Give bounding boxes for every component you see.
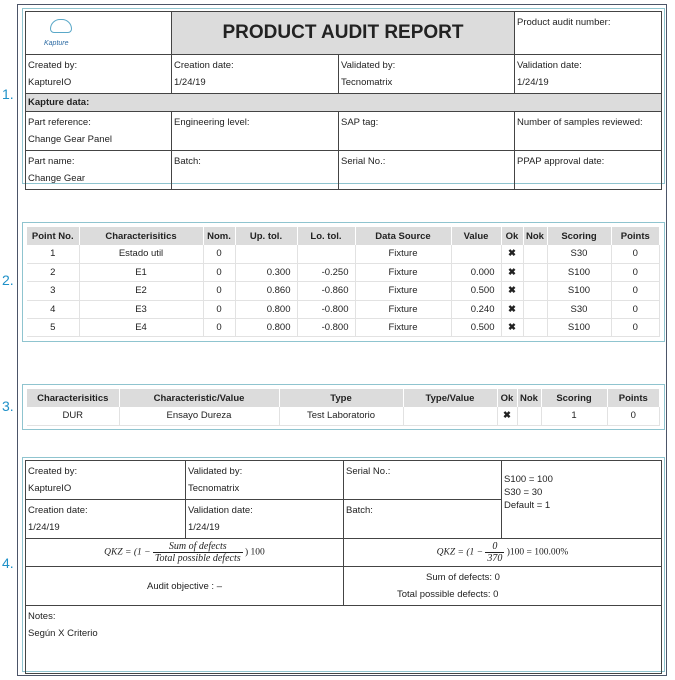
audit-number-cell xyxy=(515,12,662,55)
cell: 1 xyxy=(27,245,79,263)
section-number-4: 4. xyxy=(2,555,14,571)
table-row xyxy=(27,407,660,425)
cell: 0 xyxy=(611,282,660,300)
result-fraction xyxy=(485,541,504,564)
cell: 0.000 xyxy=(451,263,501,281)
ppap-label: PPAP approval date: xyxy=(517,156,605,167)
footer-batch-label: Batch: xyxy=(346,505,373,516)
validation-date-value: 1/24/19 xyxy=(517,77,549,88)
audit-objective-value: – xyxy=(216,580,222,592)
result-denominator: 370 xyxy=(487,553,503,564)
validation-date-label: Validation date: xyxy=(517,60,582,71)
cell xyxy=(403,407,497,425)
table-row xyxy=(27,319,660,337)
footer-validation-date-cell xyxy=(186,500,344,539)
samples-cell xyxy=(515,112,662,151)
creation-date-value: 1/24/19 xyxy=(174,77,206,88)
section-number-1: 1. xyxy=(2,86,14,102)
footer-serial-cell xyxy=(344,461,502,500)
cell xyxy=(523,245,547,263)
col-up-tol: Up. tol. xyxy=(235,227,297,245)
cell: 1 xyxy=(541,407,607,425)
cell: Fixture xyxy=(355,300,451,318)
col-data-source: Data Source xyxy=(355,227,451,245)
cloud-icon xyxy=(50,19,72,33)
cell: 3 xyxy=(27,282,79,300)
footer-created-by-cell xyxy=(26,461,186,500)
scoring-legend xyxy=(502,461,662,539)
footer-created-by-value: KaptureIO xyxy=(28,483,72,494)
col-ok: Ok xyxy=(501,227,523,245)
part-name-cell xyxy=(26,151,172,190)
cell: Fixture xyxy=(355,282,451,300)
footer-serial-label: Serial No.: xyxy=(346,466,391,477)
col-type: Type xyxy=(279,389,403,407)
points-header-row xyxy=(27,227,660,245)
footer-validated-by-label: Validated by: xyxy=(188,466,243,477)
notes-cell xyxy=(26,606,662,674)
cell: 0.300 xyxy=(235,263,297,281)
cell: 0 xyxy=(203,319,235,337)
kapture-logo xyxy=(44,17,78,45)
part-reference-label: Part reference: xyxy=(28,117,91,128)
sum-defects-label: Sum of defects: xyxy=(426,572,493,583)
col-characteristics: Characterisitics xyxy=(27,389,119,407)
footer-creation-date-cell xyxy=(26,500,186,539)
points-section xyxy=(22,222,665,342)
cell: 0.240 xyxy=(451,300,501,318)
formula-denominator: Total possible defects xyxy=(154,553,241,564)
audit-objective-label: Audit objective : xyxy=(146,580,215,592)
sum-defects-value: 0 xyxy=(494,572,500,583)
cell: Fixture xyxy=(355,245,451,263)
cell: S100 xyxy=(547,263,611,281)
serial-cell xyxy=(339,151,515,190)
cell: Fixture xyxy=(355,263,451,281)
cell: 0 xyxy=(611,300,660,318)
cell: -0.800 xyxy=(297,300,355,318)
creation-date-cell xyxy=(172,55,339,94)
footer-creation-date-value: 1/24/19 xyxy=(28,522,60,533)
footer-batch-cell xyxy=(344,500,502,539)
col-characteristic-value: Characteristic/Value xyxy=(119,389,279,407)
validated-by-value: Tecnomatrix xyxy=(341,77,393,88)
scoring-legend-s30: S30 = 30 xyxy=(504,487,543,498)
ok-mark-icon: ✖ xyxy=(501,300,523,318)
kapture-data-band: Kapture data: xyxy=(26,94,662,112)
cell: 0 xyxy=(203,282,235,300)
cell xyxy=(235,245,297,263)
cell xyxy=(523,300,547,318)
header-section xyxy=(22,8,665,184)
cell: 0 xyxy=(607,407,660,425)
col-nok: Nok xyxy=(523,227,547,245)
cell: E3 xyxy=(79,300,203,318)
footer-validation-date-label: Validation date: xyxy=(188,505,253,516)
footer-validation-date-value: 1/24/19 xyxy=(188,522,220,533)
col-value: Value xyxy=(451,227,501,245)
formula-rhs: ) 100 xyxy=(245,547,265,558)
cell: Fixture xyxy=(355,319,451,337)
scoring-legend-s100: S100 = 100 xyxy=(504,474,553,485)
part-name-label: Part name: xyxy=(28,156,75,167)
section-number-3: 3. xyxy=(2,398,14,414)
col-scoring: Scoring xyxy=(547,227,611,245)
cell: 0 xyxy=(611,319,660,337)
notes-label: Notes: xyxy=(28,611,56,622)
cell: Test Laboratorio xyxy=(279,407,403,425)
part-name-value: Change Gear xyxy=(28,173,86,184)
points-table xyxy=(27,227,660,337)
creation-date-label: Creation date: xyxy=(174,60,234,71)
footer-validated-by-cell xyxy=(186,461,344,500)
cell: E4 xyxy=(79,319,203,337)
ok-mark-icon: ✖ xyxy=(497,407,517,425)
header-table xyxy=(25,11,662,190)
formula-lhs: QKZ = (1 − xyxy=(104,547,151,558)
col-nom: Nom. xyxy=(203,227,235,245)
cell: 0.800 xyxy=(235,319,297,337)
cell: DUR xyxy=(27,407,119,425)
cell: E1 xyxy=(79,263,203,281)
result-numerator: 0 xyxy=(485,541,504,553)
summary-table xyxy=(25,460,662,674)
characteristics-header-row xyxy=(27,389,660,407)
defects-summary-cell xyxy=(344,567,662,606)
cell: S100 xyxy=(547,282,611,300)
logo-text: Kapture xyxy=(44,40,69,47)
cell: 2 xyxy=(27,263,79,281)
audit-number-label: Product audit number: xyxy=(517,17,611,28)
cell: 0 xyxy=(611,245,660,263)
samples-label: Number of samples reviewed: xyxy=(517,117,643,128)
validated-by-cell xyxy=(339,55,515,94)
footer-validated-by-value: Tecnomatrix xyxy=(188,483,240,494)
serial-label: Serial No.: xyxy=(341,156,386,167)
cell xyxy=(297,245,355,263)
part-reference-cell xyxy=(26,112,172,151)
ppap-cell xyxy=(515,151,662,190)
cell xyxy=(523,263,547,281)
total-defects-value: 0 xyxy=(493,589,499,600)
cell xyxy=(517,407,541,425)
cell: 0 xyxy=(203,263,235,281)
total-defects-label: Total possible defects: xyxy=(397,589,491,600)
engineering-level-cell xyxy=(172,112,339,151)
formula-numerator: Sum of defects xyxy=(153,541,243,553)
characteristics-table xyxy=(27,389,660,426)
engineering-level-label: Engineering level: xyxy=(174,117,250,128)
sap-tag-label: SAP tag: xyxy=(341,117,379,128)
cell: S30 xyxy=(547,300,611,318)
cell: 0.800 xyxy=(235,300,297,318)
cell: E2 xyxy=(79,282,203,300)
audit-objective-cell xyxy=(26,567,344,606)
qkz-formula xyxy=(26,539,344,567)
validation-date-cell xyxy=(515,55,662,94)
col-characteristics: Characterisitics xyxy=(79,227,203,245)
part-reference-value: Change Gear Panel xyxy=(28,134,112,145)
characteristics-section xyxy=(22,384,665,430)
created-by-value: KaptureIO xyxy=(28,77,72,88)
col-ok: Ok xyxy=(497,389,517,407)
col-point-no: Point No. xyxy=(27,227,79,245)
col-lo-tol: Lo. tol. xyxy=(297,227,355,245)
footer-created-by-label: Created by: xyxy=(28,466,78,477)
batch-label: Batch: xyxy=(174,156,201,167)
table-row xyxy=(27,282,660,300)
cell: Ensayo Dureza xyxy=(119,407,279,425)
col-type-value: Type/Value xyxy=(403,389,497,407)
notes-value: Según X Criterio xyxy=(28,628,98,639)
scoring-legend-default: Default = 1 xyxy=(504,500,551,511)
created-by-label: Created by: xyxy=(28,60,78,71)
table-row xyxy=(27,245,660,263)
summary-section xyxy=(22,457,665,672)
table-row xyxy=(27,263,660,281)
col-nok: Nok xyxy=(517,389,541,407)
cell xyxy=(523,319,547,337)
logo-cell xyxy=(26,12,172,55)
qkz-result xyxy=(344,539,662,567)
footer-creation-date-label: Creation date: xyxy=(28,505,88,516)
cell: S100 xyxy=(547,319,611,337)
cell: 0.860 xyxy=(235,282,297,300)
sap-tag-cell xyxy=(339,112,515,151)
cell: 0.500 xyxy=(451,319,501,337)
cell xyxy=(451,245,501,263)
ok-mark-icon: ✖ xyxy=(501,263,523,281)
cell: -0.250 xyxy=(297,263,355,281)
cell xyxy=(523,282,547,300)
batch-cell xyxy=(172,151,339,190)
cell: Estado util xyxy=(79,245,203,263)
table-row xyxy=(27,300,660,318)
ok-mark-icon: ✖ xyxy=(501,245,523,263)
cell: 4 xyxy=(27,300,79,318)
cell: -0.800 xyxy=(297,319,355,337)
created-by-cell xyxy=(26,55,172,94)
section-number-2: 2. xyxy=(2,272,14,288)
col-points: Points xyxy=(611,227,660,245)
ok-mark-icon: ✖ xyxy=(501,319,523,337)
cell: 0 xyxy=(611,263,660,281)
cell: 0 xyxy=(203,245,235,263)
cell: 5 xyxy=(27,319,79,337)
cell: 0 xyxy=(203,300,235,318)
ok-mark-icon: ✖ xyxy=(501,282,523,300)
result-lhs: QKZ = (1 − xyxy=(436,547,484,558)
result-rhs: )100 = 100.00% xyxy=(506,547,569,558)
sum-defects-line xyxy=(346,569,659,586)
formula-fraction xyxy=(153,541,243,564)
report-title: PRODUCT AUDIT REPORT xyxy=(172,12,515,55)
col-scoring: Scoring xyxy=(541,389,607,407)
cell: 0.500 xyxy=(451,282,501,300)
total-defects-line xyxy=(346,586,659,603)
validated-by-label: Validated by: xyxy=(341,60,396,71)
cell: -0.860 xyxy=(297,282,355,300)
cell: S30 xyxy=(547,245,611,263)
col-points: Points xyxy=(607,389,660,407)
